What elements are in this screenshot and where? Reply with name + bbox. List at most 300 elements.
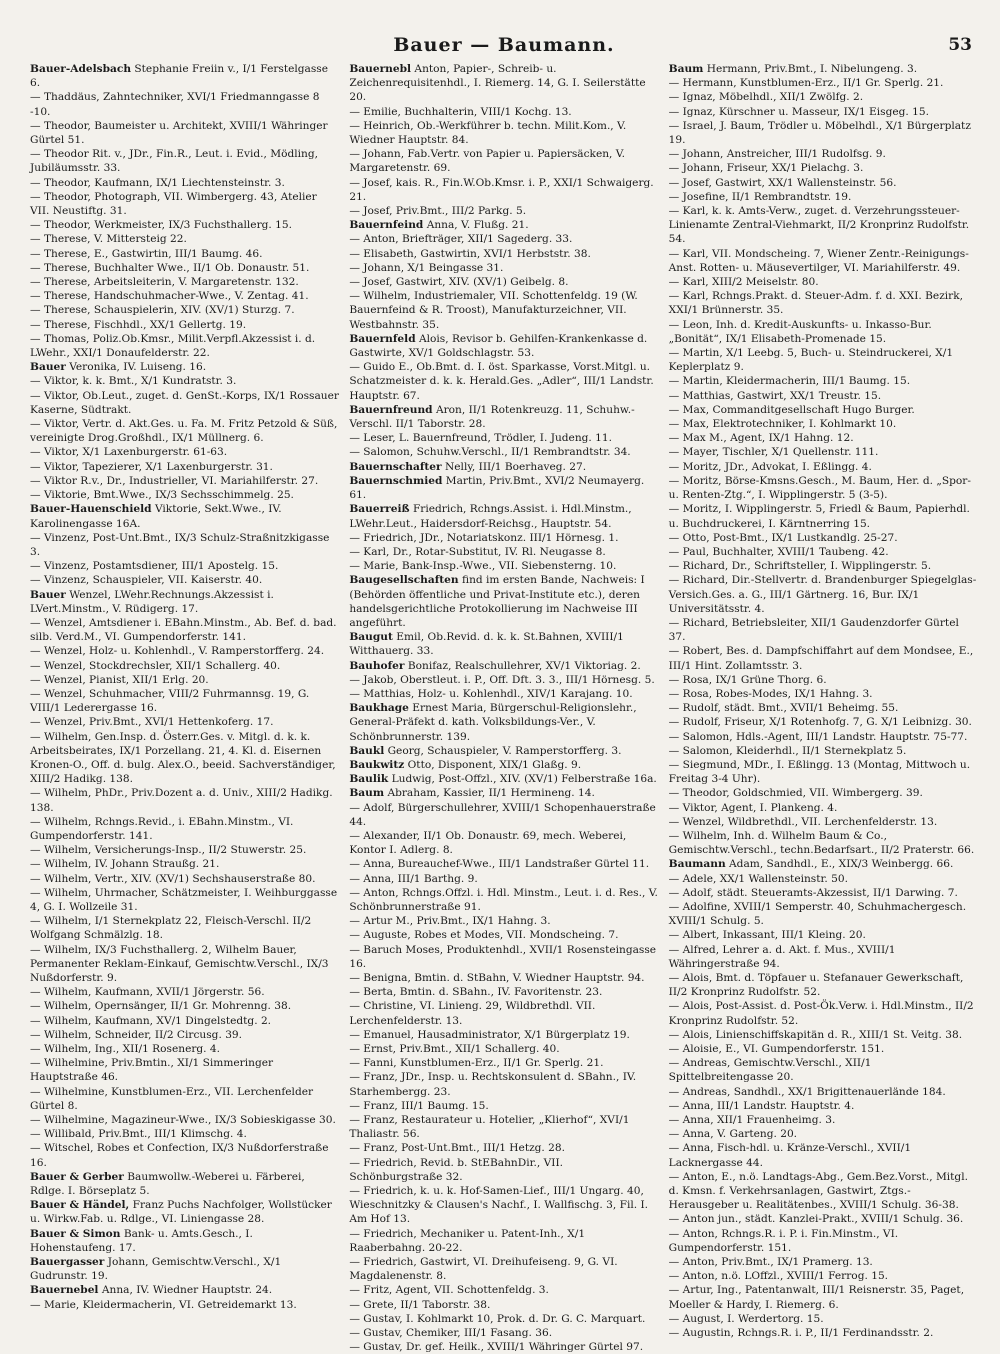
- entry-headword: Baukl: [349, 744, 385, 757]
- directory-entry: [349, 744, 658, 758]
- directory-entry: [30, 985, 339, 999]
- entry-text: — Wilhelm, Kaufmann, XVII/1 Jörgerstr. 56.: [30, 986, 265, 999]
- entry-text: — Theodor, Werkmeister, IX/3 Fuchsthallerg. 15.: [30, 219, 293, 232]
- entry-text: — Franz, III/1 Baumg. 15.: [349, 1099, 489, 1112]
- entry-text: — Wilhelm, Industriemaler, VII. Schottenfeldg. 19 (W. Bauernfeind & R. Troost), Manufakturzeichner, VII. Westbahnstr. 35.: [349, 290, 638, 331]
- directory-entry: [30, 1170, 339, 1198]
- entry-text: — Vinzenz, Schauspieler, VII. Kaiserstr. 40.: [30, 574, 263, 587]
- directory-entry: [30, 119, 339, 147]
- entry-text: — Wilhelm, PhDr., Priv.Dozent a. d. Univ., XIII/2 Hadikg. 138.: [30, 787, 333, 814]
- entry-text: — Theodor, Kaufmann, IX/1 Liechtensteinstr. 3.: [30, 176, 285, 189]
- directory-entry: [349, 62, 658, 105]
- directory-entry: [669, 730, 978, 744]
- directory-entry: [349, 1340, 658, 1354]
- entry-text: — Viktorie, Bmt.Wwe., IX/3 Sechsschimmelg. 25.: [30, 489, 294, 502]
- entry-text: — Alexander, II/1 Ob. Donaustr. 69, mech. Weberei, Kontor I. Adlerg. 8.: [349, 829, 627, 857]
- directory-entry: [30, 360, 339, 374]
- directory-entry: [669, 318, 978, 346]
- entry-text: — Alois, Post-Assist. d. Post-Ök.Verw. i. Hdl.Minstm., II/2 Kronprinz Rudolfstr. 52.: [668, 1000, 974, 1027]
- entry-text: — Wenzel, Schuhmacher, VIII/2 Fuhrmannsg. 19, G. VIII/1 Lederergasse 16.: [30, 687, 310, 715]
- entry-text: — Heinrich, Ob.-Werkführer b. techn. Milit.Kom., V. Wiedner Hauptstr. 84.: [349, 119, 627, 147]
- directory-entry: [669, 431, 978, 445]
- directory-entry: [669, 90, 978, 104]
- directory-entry: [30, 573, 339, 587]
- directory-entry: [30, 872, 339, 886]
- entry-text: Viktorie, Sekt.Wwe., IV. Karolinengasse 16A.: [30, 503, 282, 530]
- directory-entry: [30, 687, 339, 715]
- entry-text: — Viktor, Ob.Leut., zuget. d. GenSt.-Korps, IX/1 Rossauer Kaserne, Südtrakt.: [30, 389, 339, 416]
- entry-headword: Bauerreiß: [349, 503, 410, 516]
- directory-entry: [30, 1141, 339, 1169]
- entry-headword: Bauer-Hauenschield: [30, 503, 152, 516]
- directory-entry: [669, 1283, 978, 1311]
- directory-entry: [669, 1141, 978, 1169]
- entry-text: — Alfred, Lehrer a. d. Akt. f. Mus., XVIII/1 Währingerstraße 94.: [668, 943, 896, 970]
- directory-entry: [30, 1014, 339, 1028]
- directory-entry: [30, 502, 339, 530]
- entry-text: — Franz, Post-Unt.Bmt., III/1 Hetzg. 28.: [349, 1142, 566, 1155]
- directory-entry: [669, 474, 978, 502]
- directory-entry: [669, 1028, 978, 1042]
- entry-text: — Richard, Betriebsleiter, XII/1 Gaudenzdorfer Gürtel 37.: [668, 616, 959, 644]
- entry-text: — Karl, k. k. Amts-Verw., zuget. d. Verzehrungssteuer-Linienamte Zentral-Viehmarkt, II/2 Kronprinz Rudolfstr. 54.: [668, 205, 970, 246]
- directory-entry: [30, 1085, 339, 1113]
- entry-text: Anna, IV. Wiedner Hauptstr. 24.: [101, 1284, 273, 1297]
- directory-entry: [349, 943, 658, 971]
- directory-entry: [30, 303, 339, 317]
- entry-text: — Max, Commanditgesellschaft Hugo Burger.: [668, 403, 915, 416]
- directory-entry: [30, 1028, 339, 1042]
- entry-text: — Thomas, Poliz.Ob.Kmsr., Milit.Verpfl.Akzessist i. d. LWehr., XXI/1 Donaufelderstr. 22.: [30, 332, 316, 360]
- directory-entry: [30, 176, 339, 190]
- entry-headword: Bauernschafter: [349, 460, 442, 473]
- entry-text: — Rosa, IX/1 Grüne Thorg. 6.: [668, 673, 827, 686]
- directory-entry: [669, 1042, 978, 1056]
- directory-entry: [30, 588, 339, 616]
- directory-entry: [669, 1326, 978, 1340]
- directory-entry: [30, 531, 339, 559]
- entry-text: — Siegmund, MDr., I. Eßlingg. 13 (Montag, Mittwoch u. Freitag 3-4 Uhr).: [668, 758, 971, 786]
- entry-text: — Rosa, Robes-Modes, IX/1 Hahng. 3.: [668, 687, 873, 700]
- directory-entry: [669, 1255, 978, 1269]
- entry-text: — Therese, V. Mittersteig 22.: [30, 233, 187, 246]
- directory-entry: [349, 1070, 658, 1098]
- directory-entry: [669, 190, 978, 204]
- entry-text: — Hermann, Kunstblumen-Erz., II/1 Gr. Sperlg. 21.: [668, 77, 944, 90]
- directory-entry: [349, 857, 658, 871]
- directory-entry: [30, 1227, 339, 1255]
- directory-entry: [349, 445, 658, 459]
- directory-entry: [669, 900, 978, 928]
- directory-entry: [669, 715, 978, 729]
- directory-entry: [669, 105, 978, 119]
- entry-text: Hermann, Priv.Bmt., I. Nibelungeng. 3.: [706, 63, 918, 75]
- directory-entry: [349, 431, 658, 445]
- directory-entry: [669, 744, 978, 758]
- entry-headword: Baumann: [668, 858, 726, 871]
- directory-entry: [669, 701, 978, 715]
- directory-entry: [30, 275, 339, 289]
- directory-entry: [349, 801, 658, 829]
- entry-text: — Wenzel, Pianist, XII/1 Erlg. 20.: [30, 673, 209, 686]
- entry-text: Ernest Maria, Bürgerschul-Religionslehr., General-Präfekt d. kath. Volksbildungs-Ver., V. Schönbrunnerstr. 139.: [349, 702, 637, 743]
- entry-headword: Bauer & Gerber: [30, 1170, 124, 1183]
- column-3: [668, 62, 978, 1340]
- directory-entry: [30, 232, 339, 246]
- entry-text: — Friedrich, Gastwirt, VI. Dreihufeiseng. 9, G. VI. Magdalenenstr. 8.: [349, 1256, 618, 1283]
- directory-entry: [669, 786, 978, 800]
- directory-entry: [669, 928, 978, 942]
- directory-entry: [669, 644, 978, 672]
- directory-entry: [349, 758, 658, 772]
- directory-entry: [349, 914, 658, 928]
- directory-entry: [669, 545, 978, 559]
- directory-entry: [30, 1283, 339, 1297]
- directory-entry: [30, 857, 339, 871]
- entry-text: — Karl, Dr., Rotar-Substitut, IV. Rl. Neugasse 8.: [349, 545, 606, 558]
- directory-entry: [30, 559, 339, 573]
- entry-text: — Max M., Agent, IX/1 Hahng. 12.: [668, 432, 854, 445]
- directory-entry: [669, 801, 978, 815]
- entry-text: — Anna, Fisch-hdl. u. Kränze-Verschl., XVII/1 Lacknergasse 44.: [668, 1142, 912, 1169]
- entry-text: — Matthias, Gastwirt, XX/1 Treustr. 15.: [668, 389, 882, 402]
- directory-entry: [30, 190, 339, 218]
- entry-text: — Anton, Priv.Bmt., IX/1 Pramerg. 13.: [668, 1256, 873, 1269]
- entry-text: — Theodor, Photograph, VII. Wimbergerg. 43, Atelier VII. Neustiftg. 31.: [30, 190, 317, 218]
- directory-entry: [669, 1227, 978, 1255]
- entry-text: — Anton, Briefträger, XII/1 Sagederg. 33.: [349, 233, 573, 246]
- entry-headword: Baum: [349, 787, 385, 800]
- directory-entry: [669, 886, 978, 900]
- entry-text: — Theodor, Baumeister u. Architekt, XVIII/1 Währinger Gürtel 51.: [30, 119, 328, 147]
- entry-text: Adam, Sandhdl., E., XIX/3 Weinbergg. 66.: [729, 858, 954, 871]
- directory-entry: [349, 687, 658, 701]
- entry-text: — Israel, J. Baum, Trödler u. Möbelhdl., X/1 Bürgerplatz 19.: [668, 119, 971, 147]
- entry-text: — Johann, Friseur, XX/1 Pielachg. 3.: [668, 162, 864, 175]
- entry-text: — Emilie, Buchhalterin, VIII/1 Kochg. 13.: [349, 105, 572, 118]
- entry-text: — Adolf, Bürgerschullehrer, XVIII/1 Schopenhauerstraße 44.: [349, 801, 656, 828]
- directory-entry: [669, 445, 978, 459]
- entry-text: — Karl, XIII/2 Meiselstr. 80.: [668, 276, 819, 289]
- directory-entry: [30, 1298, 339, 1312]
- entry-text: — Guido E., Ob.Bmt. d. I. öst. Sparkasse, Vorst.Mitgl. u. Schatzmeister d. k. k. Herald.Ges. „Adler“, III/1 Landstr. Hauptstr. 67.: [349, 361, 654, 402]
- entry-text: — Wilhelm, Inh. d. Wilhelm Baum & Co., Gemischtw.Verschl., techn.Bedarfsart., II/2 Praterstr. 66.: [668, 829, 975, 857]
- entry-text: — Richard, Dr., Schriftsteller, I. Wipplingerstr. 5.: [668, 560, 932, 573]
- entry-text: — Alois, Linienschiffskapitän d. R., XIII/1 St. Veitg. 38.: [668, 1028, 963, 1041]
- entry-text: — Benigna, Bmtin. d. StBahn, V. Wiedner Hauptstr. 94.: [349, 972, 645, 984]
- entry-text: Johann, Gemischtw.Verschl., X/1 Gudrunstr. 19.: [30, 1256, 282, 1283]
- directory-entry: [669, 1085, 978, 1099]
- directory-entry: [349, 176, 658, 204]
- entry-text: — Wilhelm, Rchngs.Revid., i. EBahn.Minstm., VI. Gumpendorferstr. 141.: [30, 815, 294, 842]
- entry-text: — Franz, Restaurateur u. Hotelier, „Klierhof“, XVI/1 Thaliastr. 56.: [349, 1114, 630, 1141]
- directory-entry: [349, 105, 658, 119]
- entry-text: — Gustav, I. Kohlmarkt 10, Prok. d. Dr. G. C. Marquart.: [349, 1312, 646, 1325]
- entry-text: — Martin, X/1 Leebg. 5, Buch- u. Steindruckerei, X/1 Keplerplatz 9.: [668, 347, 954, 374]
- entry-text: — Josef, kais. R., Fin.W.Ob.Kmsr. i. P., XXI/1 Schwaigerg. 21.: [349, 176, 654, 203]
- directory-entry: [669, 147, 978, 161]
- entry-text: — Viktor, k. k. Bmt., X/1 Kundratstr. 3.: [30, 375, 237, 388]
- entry-text: — Anna, Bureauchef-Wwe., III/1 Landstraßer Gürtel 11.: [349, 858, 650, 871]
- entry-text: — Andreas, Sandhdl., XX/1 Brigittenauerlände 184.: [668, 1085, 946, 1098]
- directory-entry: [349, 545, 658, 559]
- directory-entry: [349, 1099, 658, 1113]
- entry-text: — Wilhelmine, Magazineur-Wwe., IX/3 Sobieskigasse 30.: [30, 1114, 336, 1127]
- entry-text: — Witschel, Robes et Confection, IX/3 Nußdorferstraße 16.: [30, 1142, 329, 1169]
- directory-entry: [669, 1127, 978, 1141]
- entry-text: — Therese, Handschuhmacher-Wwe., V. Zentag. 41.: [30, 290, 309, 303]
- entry-text: Anton, Papier-, Schreib- u. Zeichenrequisitenhdl., I. Riemerg. 14, G. I. Seilerstätte 20.: [349, 63, 646, 104]
- entry-text: — Paul, Buchhalter, XVIII/1 Taubeng. 42.: [668, 545, 889, 558]
- directory-entry: [349, 531, 658, 545]
- entry-text: — Richard, Dir.-Stellvertr. d. Brandenburger Spiegelglas-Versich.Ges. a. G., III/1 Gärtnerg. 16, Bur. IX/1 Universitätsstr. 4.: [668, 574, 977, 615]
- page-title: Bauer — Baumann.: [393, 34, 615, 56]
- directory-entry: [349, 232, 658, 246]
- entry-text: — Leser, L. Bauernfreund, Trödler, I. Judeng. 11.: [349, 432, 613, 445]
- directory-entry: [349, 204, 658, 218]
- directory-entry: [30, 673, 339, 687]
- directory-entry: [669, 971, 978, 999]
- entry-text: — Matthias, Holz- u. Kohlenhdl., XIV/1 Karajang. 10.: [349, 687, 633, 700]
- directory-entry: [30, 815, 339, 843]
- entry-headword: Baulik: [349, 773, 389, 786]
- directory-entry: [349, 971, 658, 985]
- directory-entry: [349, 786, 658, 800]
- entry-headword: Baukwitz: [349, 758, 405, 771]
- entry-text: — Anna, XII/1 Frauenheimg. 3.: [668, 1114, 836, 1127]
- entry-text: Abraham, Kassier, II/1 Hermineng. 14.: [387, 787, 595, 800]
- entry-text: — Vinzenz, Post-Unt.Bmt., IX/3 Schulz-Straßnitzkigasse 3.: [30, 531, 330, 558]
- entry-text: — Mayer, Tischler, X/1 Quellenstr. 111.: [668, 446, 879, 459]
- entry-text: — Marie, Kleidermacherin, VI. Getreidemarkt 13.: [30, 1298, 297, 1311]
- entry-text: Nelly, III/1 Boerhaveg. 27.: [445, 460, 587, 473]
- directory-entry: [669, 204, 978, 247]
- entry-text: — Johann, Fab.Vertr. von Papier u. Papiersäcken, V. Margaretenstr. 69.: [349, 148, 625, 175]
- entry-text: — Elisabeth, Gastwirtin, XVI/1 Herbststr. 38.: [349, 247, 591, 260]
- directory-entry: [349, 701, 658, 744]
- entry-text: — Gustav, Dr. gef. Heilk., XVIII/1 Währinger Gürtel 97.: [349, 1341, 644, 1354]
- entry-text: — Therese, Arbeitsleiterin, V. Margaretenstr. 132.: [30, 276, 299, 289]
- directory-entry: [669, 346, 978, 374]
- entry-text: — Viktor, Agent, I. Plankeng. 4.: [668, 801, 838, 814]
- directory-entry: [349, 218, 658, 232]
- entry-text: — Wenzel, Priv.Bmt., XVI/1 Hettenkoferg. 17.: [30, 716, 274, 729]
- entry-text: — Albert, Inkassant, III/1 Kleing. 20.: [668, 929, 866, 942]
- entry-text: — Friedrich, Revid. b. StEBahnDir., VII. Schönburgstraße 32.: [349, 1156, 564, 1183]
- directory-entry: [349, 1255, 658, 1283]
- entry-headword: Bauer-Adelsbach: [30, 63, 132, 75]
- entry-headword: Bauernfeind: [349, 219, 424, 232]
- directory-entry: [30, 999, 339, 1013]
- directory-entry: [669, 815, 978, 829]
- entry-text: Emil, Ob.Revid. d. k. k. St.Bahnen, XVIII/1 Witthauerg. 33.: [349, 631, 624, 658]
- entry-text: — Viktor, Vertr. d. Akt.Ges. u. Fa. M. Fritz Petzold & Süß, vereinigte Drog.Großhdl., IX/1 Müllnerg. 6.: [30, 418, 338, 445]
- entry-text: — Baruch Moses, Produktenhdl., XVII/1 Rosensteingasse 16.: [349, 943, 657, 970]
- directory-entry: [349, 573, 658, 630]
- entry-text: — Anton jun., städt. Kanzlei-Prakt., XVIII/1 Schulg. 36.: [668, 1213, 964, 1226]
- directory-entry: [669, 1170, 978, 1213]
- directory-entry: [349, 985, 658, 999]
- entry-text: — Augustin, Rchngs.R. i. P., II/1 Ferdinandsstr. 2.: [668, 1327, 934, 1340]
- directory-entry: [349, 1312, 658, 1326]
- entry-text: — Anton, Rchngs.Offzl. i. Hdl. Minstm., Leut. i. d. Res., V. Schönbrunnerstraße 91.: [349, 886, 658, 913]
- directory-entry: [349, 360, 658, 403]
- directory-entry: [669, 1269, 978, 1283]
- directory-entry: [669, 1056, 978, 1084]
- directory-entry: [30, 1056, 339, 1084]
- directory-entry: [30, 445, 339, 459]
- directory-entry: [349, 147, 658, 175]
- page-header: [30, 28, 978, 62]
- entry-text: — Anna, III/1 Landstr. Hauptstr. 4.: [668, 1099, 855, 1112]
- directory-entry: [669, 76, 978, 90]
- entry-text: — Moritz, Börse-Kmsns.Gesch., M. Baum, Her. d. „Spor- u. Renten-Ztg.“, I. Wipplingerstr. 5 (3-5).: [668, 474, 971, 502]
- entry-headword: Bauernebl: [349, 63, 412, 75]
- entry-text: — Wilhelm, Opernsänger, II/1 Gr. Mohrenng. 38.: [30, 1000, 292, 1013]
- directory-entry: [349, 1113, 658, 1141]
- directory-entry: [349, 1184, 658, 1227]
- entry-text: — Rudolf, Friseur, X/1 Rotenhofg. 7, G. X/1 Leibnizg. 30.: [668, 716, 972, 729]
- directory-entry: [30, 247, 339, 261]
- entry-text: — Wilhelm, IV. Johann Straußg. 21.: [30, 858, 220, 871]
- directory-entry: [30, 417, 339, 445]
- entry-text: Veronika, IV. Luiseng. 16.: [69, 361, 207, 374]
- directory-entry: [30, 644, 339, 658]
- directory-entry: [669, 531, 978, 545]
- entry-headword: Bauergasser: [30, 1256, 105, 1269]
- entry-headword: Bauernfreund: [349, 403, 433, 416]
- directory-entry: [349, 829, 658, 857]
- directory-entry: [349, 247, 658, 261]
- entry-text: — Wilhelm, Uhrmacher, Schätzmeister, I. Weihburggasse 4, G. I. Wollzeile 31.: [30, 886, 338, 913]
- entry-text: — Anton, n.ö. LOffzl., XVIII/1 Ferrog. 15.: [668, 1270, 889, 1283]
- entry-text: — Therese, Schauspielerin, XIV. (XV/1) Sturzg. 7.: [30, 304, 295, 317]
- entry-text: — Wilhelm, Ing., XII/1 Rosenerg. 4.: [30, 1043, 221, 1056]
- directory-entry: [349, 559, 658, 573]
- directory-entry: [30, 318, 339, 332]
- entry-text: — August, I. Werdertorg. 15.: [668, 1312, 824, 1325]
- entry-text: — Karl, Rchngs.Prakt. d. Steuer-Adm. f. d. XXI. Bezirk, XXI/1 Brünnerstr. 35.: [668, 290, 964, 317]
- entry-text: — Martin, Kleidermacherin, III/1 Baumg. 15.: [668, 375, 911, 388]
- entry-text: — Wilhelmine, Kunstblumen-Erz., VII. Lerchenfelder Gürtel 8.: [30, 1085, 314, 1112]
- entry-headword: Bauer: [30, 361, 66, 374]
- entry-text: — Leon, Inh. d. Kredit-Auskunfts- u. Inkasso-Bur. „Bonität“, IX/1 Elisabeth-Promenade 15.: [668, 318, 932, 345]
- directory-entry: [669, 559, 978, 573]
- directory-entry: [669, 1099, 978, 1113]
- entry-text: — Vinzenz, Postamtsdiener, III/1 Apostelg. 15.: [30, 560, 279, 573]
- directory-entry: [349, 630, 658, 658]
- entry-text: — Josefine, II/1 Rembrandtstr. 19.: [668, 190, 852, 203]
- directory-entry: [30, 332, 339, 360]
- entry-text: — Anna, III/1 Barthg. 9.: [349, 872, 478, 885]
- directory-entry: [669, 502, 978, 530]
- directory-entry: [669, 161, 978, 175]
- entry-text: — Wilhelm, Vertr., XIV. (XV/1) Sechshauserstraße 80.: [30, 872, 316, 885]
- entry-text: — Theodor, Goldschmied, VII. Wimbergerg. 39.: [668, 787, 923, 800]
- directory-entry: [30, 1198, 339, 1226]
- entry-text: — Josef, Gastwirt, XIV. (XV/1) Geibelg. 8.: [349, 276, 569, 289]
- entry-text: — Friedrich, k. u. k. Hof-Samen-Lief., III/1 Ungarg. 40, Wieschnitzky & Clausen's Nachf., I. Wallfischg. 3, Fil. I. Am Hof 13.: [349, 1185, 649, 1226]
- directory-entry: [349, 772, 658, 786]
- entry-text: — Josef, Gastwirt, XX/1 Wallensteinstr. 56.: [668, 176, 897, 189]
- entry-text: — Auguste, Robes et Modes, VII. Mondscheing. 7.: [349, 929, 619, 942]
- entry-text: — Wilhelm, Versicherungs-Insp., II/2 Stuwerstr. 25.: [30, 844, 307, 857]
- entry-text: Ludwig, Post-Offzl., XIV. (XV/1) Felberstraße 16a.: [391, 773, 657, 786]
- entry-text: Anna, V. Flußg. 21.: [426, 219, 529, 232]
- entry-text: — Artur, Ing., Patentanwalt, III/1 Reisnerstr. 35, Paget, Moeller & Hardy, I. Riemerg. 6.: [668, 1284, 965, 1311]
- directory-entry: [349, 474, 658, 502]
- directory-entry: [349, 1056, 658, 1070]
- directory-entry: [30, 90, 339, 118]
- directory-entry: [30, 886, 339, 914]
- directory-entry: [669, 417, 978, 431]
- entry-text: — Johann, Anstreicher, III/1 Rudolfsg. 9.: [668, 148, 886, 161]
- entry-text: — Artur M., Priv.Bmt., IX/1 Hahng. 3.: [349, 915, 551, 928]
- entry-text: — Wilhelm, Kaufmann, XV/1 Dingelstedtg. 2.: [30, 1014, 272, 1027]
- directory-entry: [30, 914, 339, 942]
- entry-text: Bank- u. Amts.Gesch., I. Hohenstaufeng. 17.: [30, 1227, 253, 1254]
- directory-entry: [30, 786, 339, 814]
- directory-entry: [349, 673, 658, 687]
- entry-text: — Grete, II/1 Taborstr. 38.: [349, 1298, 491, 1311]
- entry-text: — Franz, JDr., Insp. u. Rechtskonsulent d. SBahn., IV. Starhembergg. 23.: [349, 1071, 637, 1098]
- directory-entry: [669, 857, 978, 871]
- directory-entry: [30, 1113, 339, 1127]
- entry-text: — Friedrich, JDr., Notariatskonz. III/1 Hörnesg. 1.: [349, 531, 619, 544]
- entry-text: — Salomon, Hdls.-Agent, III/1 Landstr. Hauptstr. 75-77.: [668, 730, 968, 743]
- directory-entry: [669, 119, 978, 147]
- directory-entry: [30, 474, 339, 488]
- entry-text: Bonifaz, Realschullehrer, XV/1 Viktoriag. 2.: [407, 659, 641, 672]
- entry-text: — Alois, Bmt. d. Töpfauer u. Stefanauer Gewerkschaft, II/2 Kronprinz Rudolfstr. 52.: [668, 972, 964, 999]
- directory-entry: [349, 332, 658, 360]
- directory-entry: [30, 1042, 339, 1056]
- directory-entry: [349, 1298, 658, 1312]
- entry-headword: Bauhofer: [349, 659, 405, 672]
- entry-text: — Moritz, I. Wipplingerstr. 5, Friedl & Baum, Papierhdl. u. Buchdruckerei, I. Kärntnerring 15.: [668, 503, 970, 530]
- directory-entry: [30, 389, 339, 417]
- entry-text: — Berta, Bmtin. d. SBahn., IV. Favoritenstr. 23.: [349, 986, 603, 999]
- entry-headword: Bauernebel: [30, 1284, 99, 1297]
- entry-text: Martin, Priv.Bmt., XVI/2 Neumayerg. 61.: [349, 474, 645, 502]
- entry-headword: Bauernschmied: [349, 474, 443, 487]
- entry-text: Otto, Disponent, XIX/1 Glaßg. 9.: [407, 758, 582, 771]
- directory-entry: [669, 573, 978, 616]
- entry-text: — Marie, Bank-Insp.-Wwe., VII. Siebensterng. 10.: [349, 560, 617, 573]
- directory-entry: [349, 1028, 658, 1042]
- directory-entry: [669, 374, 978, 388]
- column-1: [30, 62, 339, 1311]
- directory-entry: [30, 943, 339, 986]
- entry-text: — Friedrich, Mechaniker u. Patent-Inh., X/1 Raaberbahng. 20-22.: [349, 1227, 586, 1254]
- entry-text: — Willibald, Priv.Bmt., III/1 Klimschg. 4.: [30, 1128, 247, 1141]
- entry-text: — Viktor R.v., Dr., Industrieller, VI. Mariahilferstr. 27.: [30, 474, 319, 487]
- entry-text: — Anton, Rchngs.R. i. P. i. Fin.Minstm., VI. Gumpendorferstr. 151.: [668, 1227, 899, 1254]
- entry-text: — Gustav, Chemiker, III/1 Fasang. 36.: [349, 1327, 553, 1340]
- entry-text: — Wenzel, Amtsdiener i. EBahn.Minstm., Ab. Bef. d. bad. silb. Verd.M., VI. Gumpendorferstr. 141.: [30, 616, 337, 644]
- entry-text: — Anna, V. Garteng. 20.: [668, 1128, 798, 1141]
- entry-text: — Ernst, Priv.Bmt., XII/1 Schallerg. 40.: [349, 1043, 560, 1056]
- directory-entry: [349, 1326, 658, 1340]
- entry-text: — Max, Elektrotechniker, I. Kohlmarkt 10.: [668, 418, 897, 431]
- directory-entry: [30, 715, 339, 729]
- directory-entry: [669, 758, 978, 786]
- entry-text: — Karl, VII. Mondscheing. 7, Wiener Zentr.-Reinigungs-Anst. Rotten- u. Mäusevertilger, VI. Mariahilferstr. 49.: [668, 247, 969, 274]
- entry-text: — Otto, Post-Bmt., IX/1 Lustkandlg. 25-27.: [668, 531, 898, 544]
- directory-entry: [349, 403, 658, 431]
- directory-entry: [349, 1156, 658, 1184]
- entry-text: — Wilhelm, IX/3 Fuchsthallerg. 2, Wilhelm Bauer, Permanenter Reklam-Einkauf, Gemischtw.Verschl., IX/3 Nußdorferstr. 9.: [30, 943, 329, 984]
